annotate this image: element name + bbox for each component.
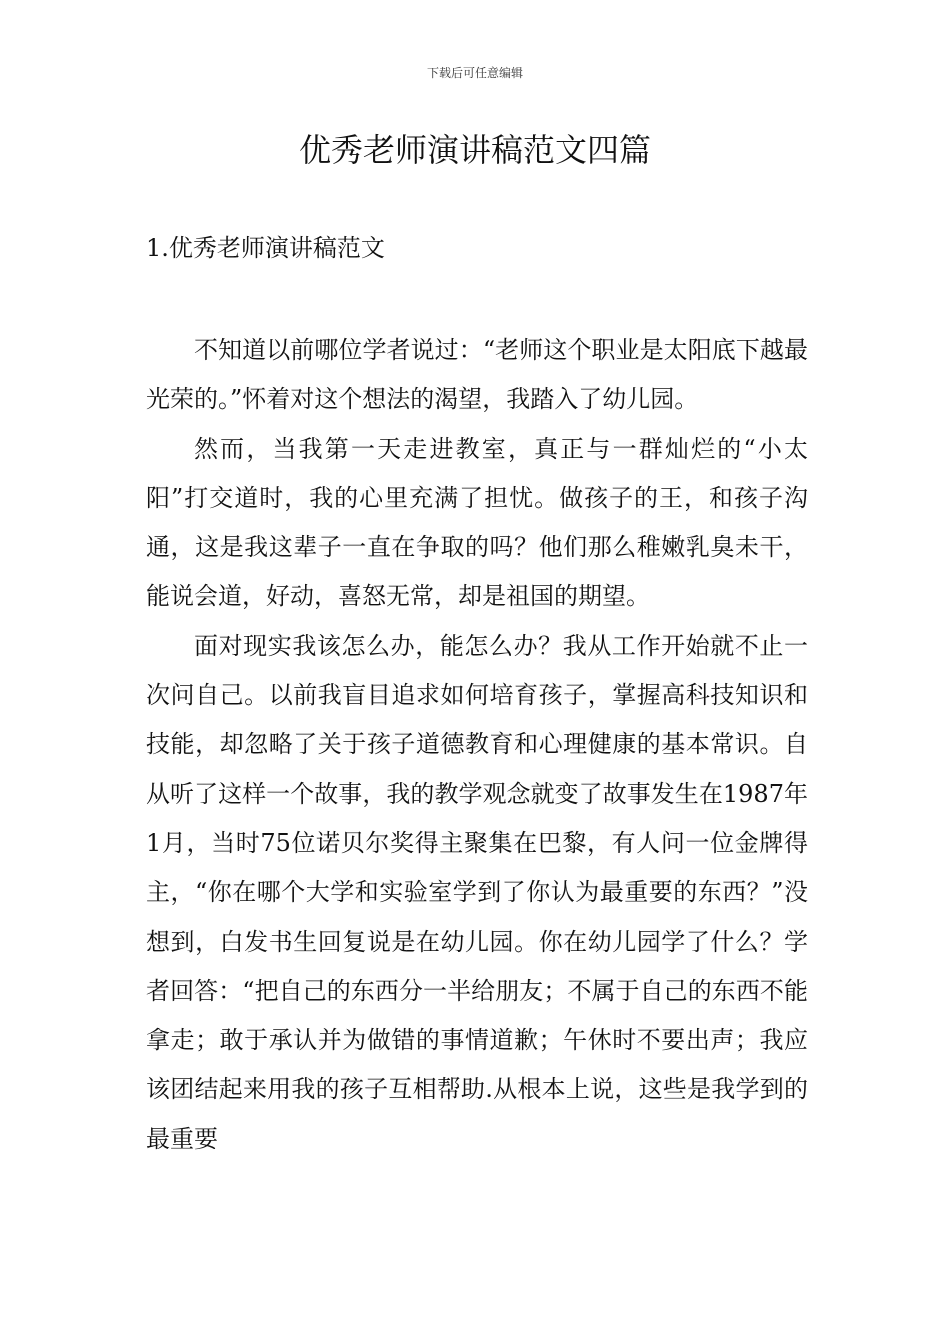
paragraph-3: 面对现实我该怎么办，能怎么办？我从工作开始就不止一次问自己。以前我盲目追求如何培育孩子，掌握高科技知识和技能，却忽略了关于孩子道德教育和心理健康的基本常识。自从听了这样一个故事，我的教学观念就变了故事发生在1987年1月，当时75位诺贝尔奖得主聚集在巴黎，有人问一位金牌得主，“你在哪个大学和实验室学到了你认为最重要的东西？”没想到，白发书生回复说是在幼儿园。你在幼儿园学了什么？学者回答：“把自己的东西分一半给朋友；不属于自己的东西不能拿走；敢于承认并为做错的事情道歉；午休时不要出声；我应该团结起来用我的孩子互相帮助.从根本上说，这些是我学到的最重要 (146, 631, 808, 1153)
document-title: 优秀老师演讲稿范文四篇 (298, 131, 651, 169)
body-text (146, 326, 808, 1164)
paragraph-2: 然而，当我第一天走进教室，真正与一群灿烂的“小太阳”打交道时，我的心里充满了担忧。做孩子的王，和孩子沟通，这是我这辈子一直在争取的吗？他们那么稚嫩乳臭未干，能说会道，好动，喜怒无常，却是祖国的期望。 (146, 434, 808, 611)
paragraph-1: 不知道以前哪位学者说过：“老师这个职业是太阳底下越最光荣的。”怀着对这个想法的渴望，我踏入了幼儿园。 (146, 336, 808, 414)
section-heading: 1.优秀老师演讲稿范文 (146, 234, 385, 262)
header-note: 下载后可任意编辑 (426, 66, 523, 80)
